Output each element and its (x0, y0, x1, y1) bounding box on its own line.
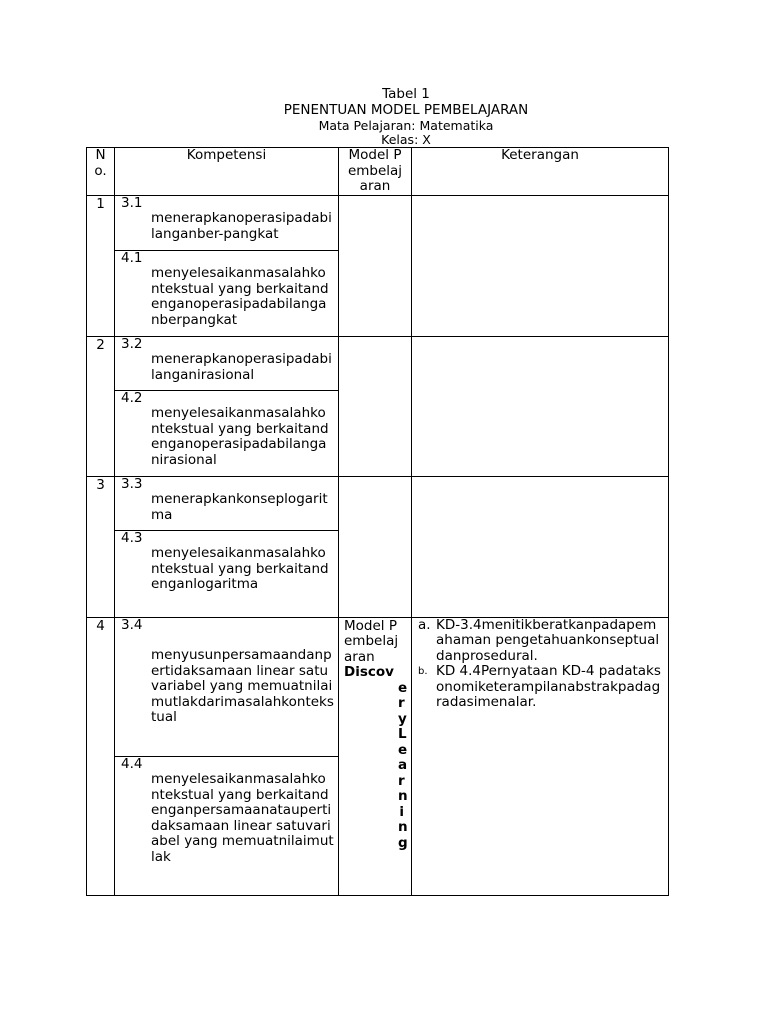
kd-number: 3.2 (121, 335, 143, 352)
list-marker: a. (418, 616, 431, 633)
model-cell (339, 195, 412, 336)
kd-text: menyelesaikanmasalahkontekstual yang berkaitandenganoperasipadabilanganberpangkat (151, 265, 329, 328)
document-title: PENENTUAN MODEL PEMBELAJARAN (283, 102, 529, 118)
class-line: Kelas: X (381, 132, 431, 147)
table-row (87, 336, 669, 390)
keterangan-text: KD 4.4Pernyataan KD-4 padataksonomiketerampilanabstrakpadagradasimenalar. (436, 663, 661, 710)
row-number: 2 (87, 336, 115, 476)
table-header-row (87, 148, 669, 196)
row-number: 3 (87, 476, 115, 617)
header-model: Model Pembelajaran (339, 148, 412, 196)
keterangan-text: KD-3.4menitikberatkanpadapemahaman pengetahuankonseptualdanprosedural. (436, 616, 660, 664)
model-label: Model Pembelajaran (344, 617, 399, 665)
table-row (87, 617, 669, 756)
kd-cell (115, 756, 339, 895)
header-kompetensi: Kompetensi (115, 148, 339, 196)
kd-cell (115, 476, 339, 530)
model-table (86, 147, 669, 896)
model-cell (339, 336, 412, 476)
header-keterangan: Keterangan (412, 148, 669, 196)
table-caption: Tabel 1 (382, 86, 430, 102)
kd-cell (115, 336, 339, 390)
kd-number: 4.3 (121, 529, 143, 546)
row-number: 1 (87, 195, 115, 336)
subject-line: Mata Pelajaran: Matematika (318, 118, 494, 133)
table-row (87, 195, 669, 250)
keterangan-cell (412, 336, 669, 476)
keterangan-item (418, 618, 664, 665)
kd-cell (115, 250, 339, 336)
table-row (87, 476, 669, 530)
kd-text: menerapkanoperasipadabilanganirasional (151, 351, 332, 383)
kd-cell (115, 195, 339, 250)
kd-cell (115, 390, 339, 476)
header-no: No. (87, 148, 115, 196)
kd-number: 3.3 (121, 475, 143, 492)
model-name-vertical: eryLearning (398, 679, 408, 851)
kd-text: menerapkanoperasipadabilanganber-pangkat (151, 210, 332, 242)
kd-text: menyusunpersamaandanpertidaksamaan linear satuvariabel yang memuatnilaimutlakdarimasalahkontekstual (151, 647, 334, 725)
keterangan-item (418, 664, 664, 711)
list-marker: b. (418, 666, 428, 677)
model-name-bold: Discov (344, 664, 394, 680)
keterangan-cell (412, 476, 669, 617)
model-cell (339, 617, 412, 895)
kd-number: 3.4 (121, 616, 143, 633)
keterangan-cell (412, 195, 669, 336)
kd-cell (115, 617, 339, 756)
model-cell (339, 476, 412, 617)
kd-number: 4.1 (121, 249, 143, 266)
kd-text: menyelesaikanmasalahkontekstual yang berkaitandenganoperasipadabilanganirasional (151, 405, 329, 468)
kd-number: 4.4 (121, 755, 143, 772)
row-number: 4 (87, 617, 115, 895)
kd-number: 4.2 (121, 389, 143, 406)
kd-number: 3.1 (121, 194, 143, 211)
kd-text: menyelesaikanmasalahkontekstual yang berkaitandenganpersamaanataupertidaksamaan linear satuvariabel yang memuatnilaimutlak (151, 771, 334, 865)
kd-cell (115, 530, 339, 617)
kd-text: menyelesaikanmasalahkontekstual yang berkaitandenganlogaritma (151, 545, 329, 592)
kd-text: menerapkankonseplogaritma (151, 491, 328, 523)
keterangan-cell (412, 617, 669, 895)
